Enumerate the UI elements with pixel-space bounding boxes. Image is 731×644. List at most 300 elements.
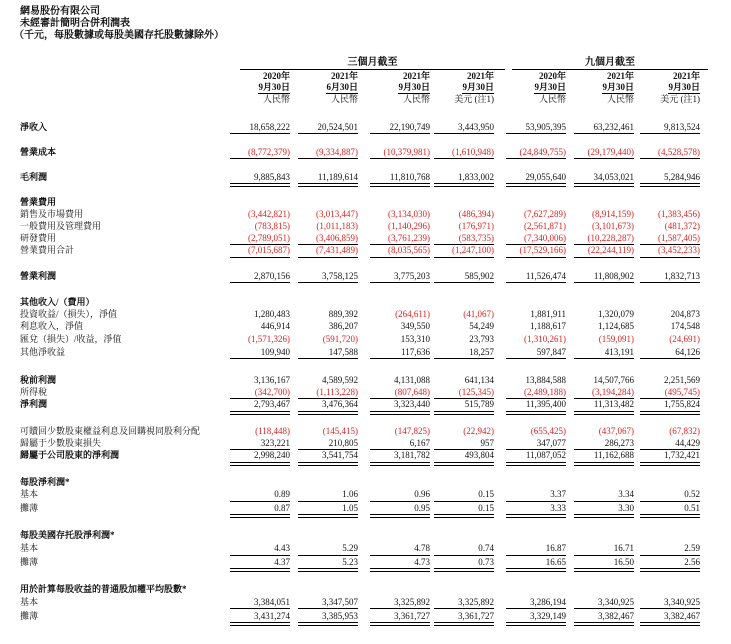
cell-value: 9,885,843 (254, 172, 290, 182)
cell-value: 5.23 (342, 557, 358, 567)
cell-value: (8,772,379) (248, 147, 290, 157)
double-rule (506, 462, 566, 466)
single-rule (434, 449, 494, 450)
single-rule (298, 449, 358, 450)
cell-value: 44,429 (675, 438, 700, 448)
double-rule (574, 568, 634, 572)
single-rule (640, 449, 700, 450)
row-label: 匯兌（損失）/收益，淨值 (20, 334, 122, 344)
double-rule (640, 183, 700, 187)
cell-value: (591,720) (322, 334, 358, 344)
single-rule (574, 398, 634, 399)
single-rule (574, 608, 634, 609)
double-rule (230, 514, 290, 518)
cell-value: 4,589,592 (322, 375, 358, 385)
cell-value: 54,249 (469, 321, 494, 331)
unit-note: （千元，每股數據或每股美國存托股數據除外） (14, 30, 224, 41)
double-rule (434, 514, 494, 518)
double-rule (370, 622, 430, 626)
cell-value: 3,361,727 (458, 611, 494, 621)
double-rule (298, 411, 358, 415)
single-rule (298, 398, 358, 399)
cell-value: 64,126 (675, 347, 700, 357)
cell-value: 14,507,766 (593, 375, 634, 385)
cell-value: 3.30 (618, 503, 634, 513)
cell-value: (7,015,687) (248, 245, 290, 255)
double-rule (574, 622, 634, 626)
column-header-year: 2021年 (330, 71, 358, 81)
row-label: 營業利潤 (20, 271, 57, 281)
cell-value: 3,361,727 (394, 611, 430, 621)
single-rule (370, 133, 430, 134)
cell-value: 210,805 (328, 438, 358, 448)
double-rule (370, 568, 430, 572)
double-rule (506, 514, 566, 518)
cell-value: (486,394) (458, 209, 494, 219)
cell-value: (1,011,183) (316, 221, 358, 231)
cell-value: 3.37 (550, 489, 566, 499)
cell-value: 446,914 (260, 321, 290, 331)
cell-value: 20,524,501 (317, 122, 358, 132)
cell-value: 1,188,617 (530, 321, 566, 331)
cell-value: 18,257 (469, 347, 494, 357)
column-header-currency: 人民幣 (402, 94, 430, 104)
table-row (0, 583, 731, 596)
cell-value: 204,873 (670, 309, 700, 319)
column-header-year: 2020年 (262, 71, 290, 81)
column-header-currency: 人民幣 (330, 94, 358, 104)
cell-value: 11,162,688 (593, 450, 634, 460)
cell-value: 641,134 (464, 375, 494, 385)
double-rule (640, 411, 700, 415)
single-rule (230, 449, 290, 450)
double-rule (434, 462, 494, 466)
cell-value: 11,313,482 (593, 399, 634, 409)
cell-value: 413,191 (604, 347, 634, 357)
column-header (226, 71, 290, 105)
cell-value: (10,228,287) (587, 233, 634, 243)
single-rule (370, 244, 430, 245)
cell-value: 1,280,483 (254, 309, 290, 319)
cell-value: 4.43 (274, 543, 290, 553)
single-rule (230, 555, 290, 556)
double-rule (640, 514, 700, 518)
column-header-year: 2021年 (402, 71, 430, 81)
cell-value: (29,179,440) (587, 147, 634, 157)
cell-value: (1,571,326) (248, 334, 290, 344)
cell-value: 3,136,167 (254, 375, 290, 385)
single-rule (298, 282, 358, 283)
single-rule (370, 257, 430, 258)
column-header-year: 2021年 (466, 71, 494, 81)
cell-value: 147,588 (328, 347, 358, 357)
row-label: 營業費用合計 (20, 245, 75, 255)
row-label: 銷售及市場費用 (20, 209, 84, 219)
cell-value: 3,382,467 (664, 611, 700, 621)
cell-value: (2,789,051) (248, 233, 290, 243)
cell-value: 0.95 (414, 503, 430, 513)
cell-value: 3,476,364 (322, 399, 358, 409)
cell-value: 3,340,925 (664, 597, 700, 607)
cell-value: 0.73 (478, 557, 494, 567)
cell-value: 1,124,685 (598, 321, 634, 331)
cell-value: 3,325,892 (458, 597, 494, 607)
cell-value: (783,815) (254, 221, 290, 231)
cell-value: 1.06 (342, 489, 358, 499)
row-label: 營業費用 (20, 197, 57, 207)
single-rule (298, 158, 358, 159)
double-rule (506, 568, 566, 572)
single-rule (370, 501, 430, 502)
cell-value: (1,310,261) (524, 334, 566, 344)
single-rule (640, 158, 700, 159)
cell-value: (1,140,296) (388, 221, 430, 231)
cell-value: (7,431,489) (316, 245, 358, 255)
row-label: 一般費用及管理費用 (20, 221, 102, 231)
cell-value: 1,833,002 (458, 172, 494, 182)
single-rule (434, 555, 494, 556)
row-label: 淨利潤 (20, 399, 48, 409)
cell-value: 3,323,440 (394, 399, 430, 409)
table-row (0, 542, 731, 555)
row-label: 所得稅 (20, 387, 48, 397)
cell-value: 0.15 (478, 489, 494, 499)
cell-value: 16.87 (545, 543, 566, 553)
cell-value: 11,526,474 (525, 271, 566, 281)
cell-value: 515,789 (464, 399, 494, 409)
double-rule (506, 183, 566, 187)
cell-value: 3,286,194 (530, 597, 566, 607)
double-rule (574, 411, 634, 415)
single-rule (298, 608, 358, 609)
cell-value: 53,905,395 (525, 122, 566, 132)
double-rule (434, 411, 494, 415)
cell-value: (8,914,159) (592, 209, 634, 219)
cell-value: (67,832) (669, 426, 700, 436)
column-header-date: 9月30日 (462, 82, 494, 92)
cell-value: 4,131,088 (394, 375, 430, 385)
single-rule (640, 501, 700, 502)
cell-value: 11,189,614 (317, 172, 358, 182)
cell-value: (655,425) (530, 426, 566, 436)
cell-value: 0.96 (414, 489, 430, 499)
single-rule (370, 158, 430, 159)
cell-value: 11,810,768 (389, 172, 430, 182)
cell-value: (41,067) (463, 309, 494, 319)
row-label: 用於計算每股收益的普通股加權平均股數* (20, 584, 187, 594)
column-header-date: 6月30日 (326, 82, 358, 92)
cell-value: 597,847 (536, 347, 566, 357)
cell-value: 109,940 (260, 347, 290, 357)
row-label: 基本 (20, 543, 39, 553)
column-header (502, 71, 566, 105)
column-header (570, 71, 634, 105)
cell-value: (3,442,821) (248, 209, 290, 219)
double-rule (230, 568, 290, 572)
double-rule (506, 622, 566, 626)
cell-value: 3,384,051 (254, 597, 290, 607)
cell-value: (495,745) (664, 387, 700, 397)
single-rule (574, 449, 634, 450)
double-rule (298, 462, 358, 466)
cell-value: (7,627,289) (524, 209, 566, 219)
column-header (294, 71, 358, 105)
single-rule (298, 501, 358, 502)
cell-value: 3,181,782 (394, 450, 430, 460)
cell-value: 153,310 (400, 334, 430, 344)
cell-value: 1,881,911 (530, 309, 566, 319)
table-row (0, 449, 731, 462)
single-rule (506, 358, 566, 359)
single-rule (370, 449, 430, 450)
cell-value: 1,732,421 (664, 450, 700, 460)
table-row (0, 244, 731, 257)
row-label: 淨收入 (20, 122, 48, 132)
single-rule (506, 398, 566, 399)
single-rule (434, 133, 494, 134)
column-header-currency: 人民幣 (606, 94, 634, 104)
cell-value: 3,347,507 (322, 597, 358, 607)
cell-value: 4.37 (274, 557, 290, 567)
double-rule (434, 622, 494, 626)
cell-value: 11,395,400 (525, 399, 566, 409)
single-rule (574, 358, 634, 359)
double-rule (434, 183, 494, 187)
double-rule (370, 514, 430, 518)
cell-value: 0.89 (274, 489, 290, 499)
column-header-currency: 美元 (注1) (454, 94, 494, 104)
single-rule (434, 244, 494, 245)
cell-value: 0.15 (478, 503, 494, 513)
cell-value: 0.52 (684, 489, 700, 499)
single-rule (574, 257, 634, 258)
double-rule (640, 568, 700, 572)
cell-value: (3,761,239) (388, 233, 430, 243)
table-row (0, 529, 731, 542)
double-rule (298, 622, 358, 626)
table-row (0, 398, 731, 411)
cell-value: (3,013,447) (316, 209, 358, 219)
cell-value: 493,804 (464, 450, 494, 460)
single-rule (506, 282, 566, 283)
double-rule (506, 411, 566, 415)
single-rule (574, 133, 634, 134)
company-name: 網易股份有限公司 (20, 6, 100, 17)
cell-value: (118,448) (255, 426, 290, 436)
cell-value: 3,385,953 (322, 611, 358, 621)
single-rule (574, 244, 634, 245)
cell-value: 6,167 (409, 438, 430, 448)
cell-value: 3,431,274 (254, 611, 290, 621)
cell-value: 286,273 (604, 438, 634, 448)
statement-title: 未經審計簡明合併利潤表 (20, 18, 130, 29)
single-rule (506, 608, 566, 609)
cell-value: (4,528,578) (658, 147, 700, 157)
row-label: 利息收入，淨值 (20, 321, 84, 331)
cell-value: (145,415) (322, 426, 358, 436)
cell-value: 386,207 (328, 321, 358, 331)
cell-value: 2,870,156 (254, 271, 290, 281)
cell-value: (3,452,233) (658, 245, 700, 255)
single-rule (230, 133, 290, 134)
row-label: 稅前利潤 (20, 375, 57, 385)
double-rule (230, 622, 290, 626)
cell-value: (8,035,565) (388, 245, 430, 255)
column-header (636, 71, 700, 105)
single-rule (298, 555, 358, 556)
cell-value: (9,334,887) (316, 147, 358, 157)
column-header-currency: 美元 (注1) (660, 94, 700, 104)
single-rule (640, 257, 700, 258)
cell-value: (3,194,284) (592, 387, 634, 397)
cell-value: (1,587,405) (658, 233, 700, 243)
row-label: 投資收益/（損失），淨值 (20, 309, 118, 319)
single-rule (574, 555, 634, 556)
cell-value: (2,561,871) (524, 221, 566, 231)
column-header (366, 71, 430, 105)
single-rule (506, 244, 566, 245)
cell-value: 117,636 (401, 347, 430, 357)
cell-value: 11,087,052 (525, 450, 566, 460)
cell-value: 1,755,824 (664, 399, 700, 409)
double-rule (230, 411, 290, 415)
single-rule (434, 358, 494, 359)
single-rule (506, 257, 566, 258)
cell-value: 4.78 (414, 543, 430, 553)
cell-value: (807,648) (394, 387, 430, 397)
single-rule (640, 244, 700, 245)
single-rule (434, 398, 494, 399)
single-rule (506, 158, 566, 159)
cell-value: 3,775,203 (394, 271, 430, 281)
double-rule (574, 183, 634, 187)
cell-value: 63,232,461 (593, 122, 634, 132)
row-label: 可贖回少數股東權益利息及回購視同股利分配 (20, 426, 201, 436)
double-rule (298, 568, 358, 572)
single-rule (370, 555, 430, 556)
single-rule (370, 398, 430, 399)
single-rule (434, 608, 494, 609)
table-row (0, 333, 731, 346)
single-rule (434, 501, 494, 502)
column-header-date: 9月30日 (398, 82, 430, 92)
cell-value: 889,392 (328, 309, 358, 319)
single-rule (230, 608, 290, 609)
column-header-date: 9月30日 (602, 82, 634, 92)
single-rule (640, 608, 700, 609)
cell-value: 2,793,467 (254, 399, 290, 409)
cell-value: 16.71 (613, 543, 634, 553)
cell-value: (125,345) (458, 387, 494, 397)
cell-value: 16.65 (545, 557, 566, 567)
cell-value: 2.56 (684, 557, 700, 567)
cell-value: (1,247,100) (452, 245, 494, 255)
cell-value: 9,813,524 (664, 122, 700, 132)
single-rule (298, 133, 358, 134)
cell-value: (147,825) (394, 426, 430, 436)
cell-value: 585,902 (464, 271, 494, 281)
single-rule (506, 449, 566, 450)
cell-value: (24,849,755) (519, 147, 566, 157)
table-row (0, 320, 731, 333)
cell-value: (1,383,456) (658, 209, 700, 219)
single-rule (230, 257, 290, 258)
single-rule (574, 501, 634, 502)
cell-value: 1,832,713 (664, 271, 700, 281)
single-rule (640, 555, 700, 556)
double-rule (640, 462, 700, 466)
cell-value: 3,443,950 (458, 122, 494, 132)
cell-value: 3,541,754 (322, 450, 358, 460)
single-rule (230, 358, 290, 359)
single-rule (298, 358, 358, 359)
cell-value: (7,340,006) (524, 233, 566, 243)
single-rule (298, 257, 358, 258)
cell-value: (583,735) (458, 233, 494, 243)
double-rule (574, 514, 634, 518)
double-rule (574, 462, 634, 466)
double-rule (434, 568, 494, 572)
cell-value: (176,971) (458, 221, 494, 231)
single-rule (506, 555, 566, 556)
cell-value: (3,406,859) (316, 233, 358, 243)
double-rule (230, 183, 290, 187)
single-rule (506, 501, 566, 502)
row-label: 毛利潤 (20, 172, 48, 182)
cell-value: (481,372) (664, 221, 700, 231)
cell-value: (264,611) (395, 309, 430, 319)
single-rule (640, 398, 700, 399)
cell-value: 22,190,749 (389, 122, 430, 132)
single-rule (230, 501, 290, 502)
cell-value: 3,325,892 (394, 597, 430, 607)
column-header-year: 2021年 (672, 71, 700, 81)
single-rule (640, 358, 700, 359)
cell-value: (342,700) (254, 387, 290, 397)
cell-value: 349,550 (400, 321, 430, 331)
cell-value: (1,610,948) (452, 147, 494, 157)
row-label: 基本 (20, 489, 39, 499)
single-rule (370, 282, 430, 283)
cell-value: 3,329,149 (530, 611, 566, 621)
double-rule (230, 462, 290, 466)
cell-value: (437,067) (598, 426, 634, 436)
row-label: 營業成本 (20, 147, 57, 157)
cell-value: (10,379,981) (383, 147, 430, 157)
cell-value: 3,758,125 (322, 271, 358, 281)
cell-value: 174,548 (670, 321, 700, 331)
cell-value: 3.34 (618, 489, 634, 499)
cell-value: 18,658,222 (249, 122, 290, 132)
single-rule (230, 158, 290, 159)
single-rule (230, 282, 290, 283)
row-label: 攤薄 (20, 611, 39, 621)
row-label: 攤薄 (20, 503, 39, 513)
row-label: 歸屬于公司股東的淨利潤 (20, 450, 120, 460)
cell-value: 2,998,240 (254, 450, 290, 460)
cell-value: 3.33 (550, 503, 566, 513)
single-rule (506, 133, 566, 134)
cell-value: (24,691) (669, 334, 700, 344)
cell-value: 13,884,588 (525, 375, 566, 385)
row-label: 歸屬于少數股東損失 (20, 438, 102, 448)
column-header-currency: 人民幣 (262, 94, 290, 104)
single-rule (298, 244, 358, 245)
cell-value: 23,793 (469, 334, 494, 344)
single-rule (434, 158, 494, 159)
single-rule (640, 282, 700, 283)
cell-value: (22,244,119) (587, 245, 634, 255)
